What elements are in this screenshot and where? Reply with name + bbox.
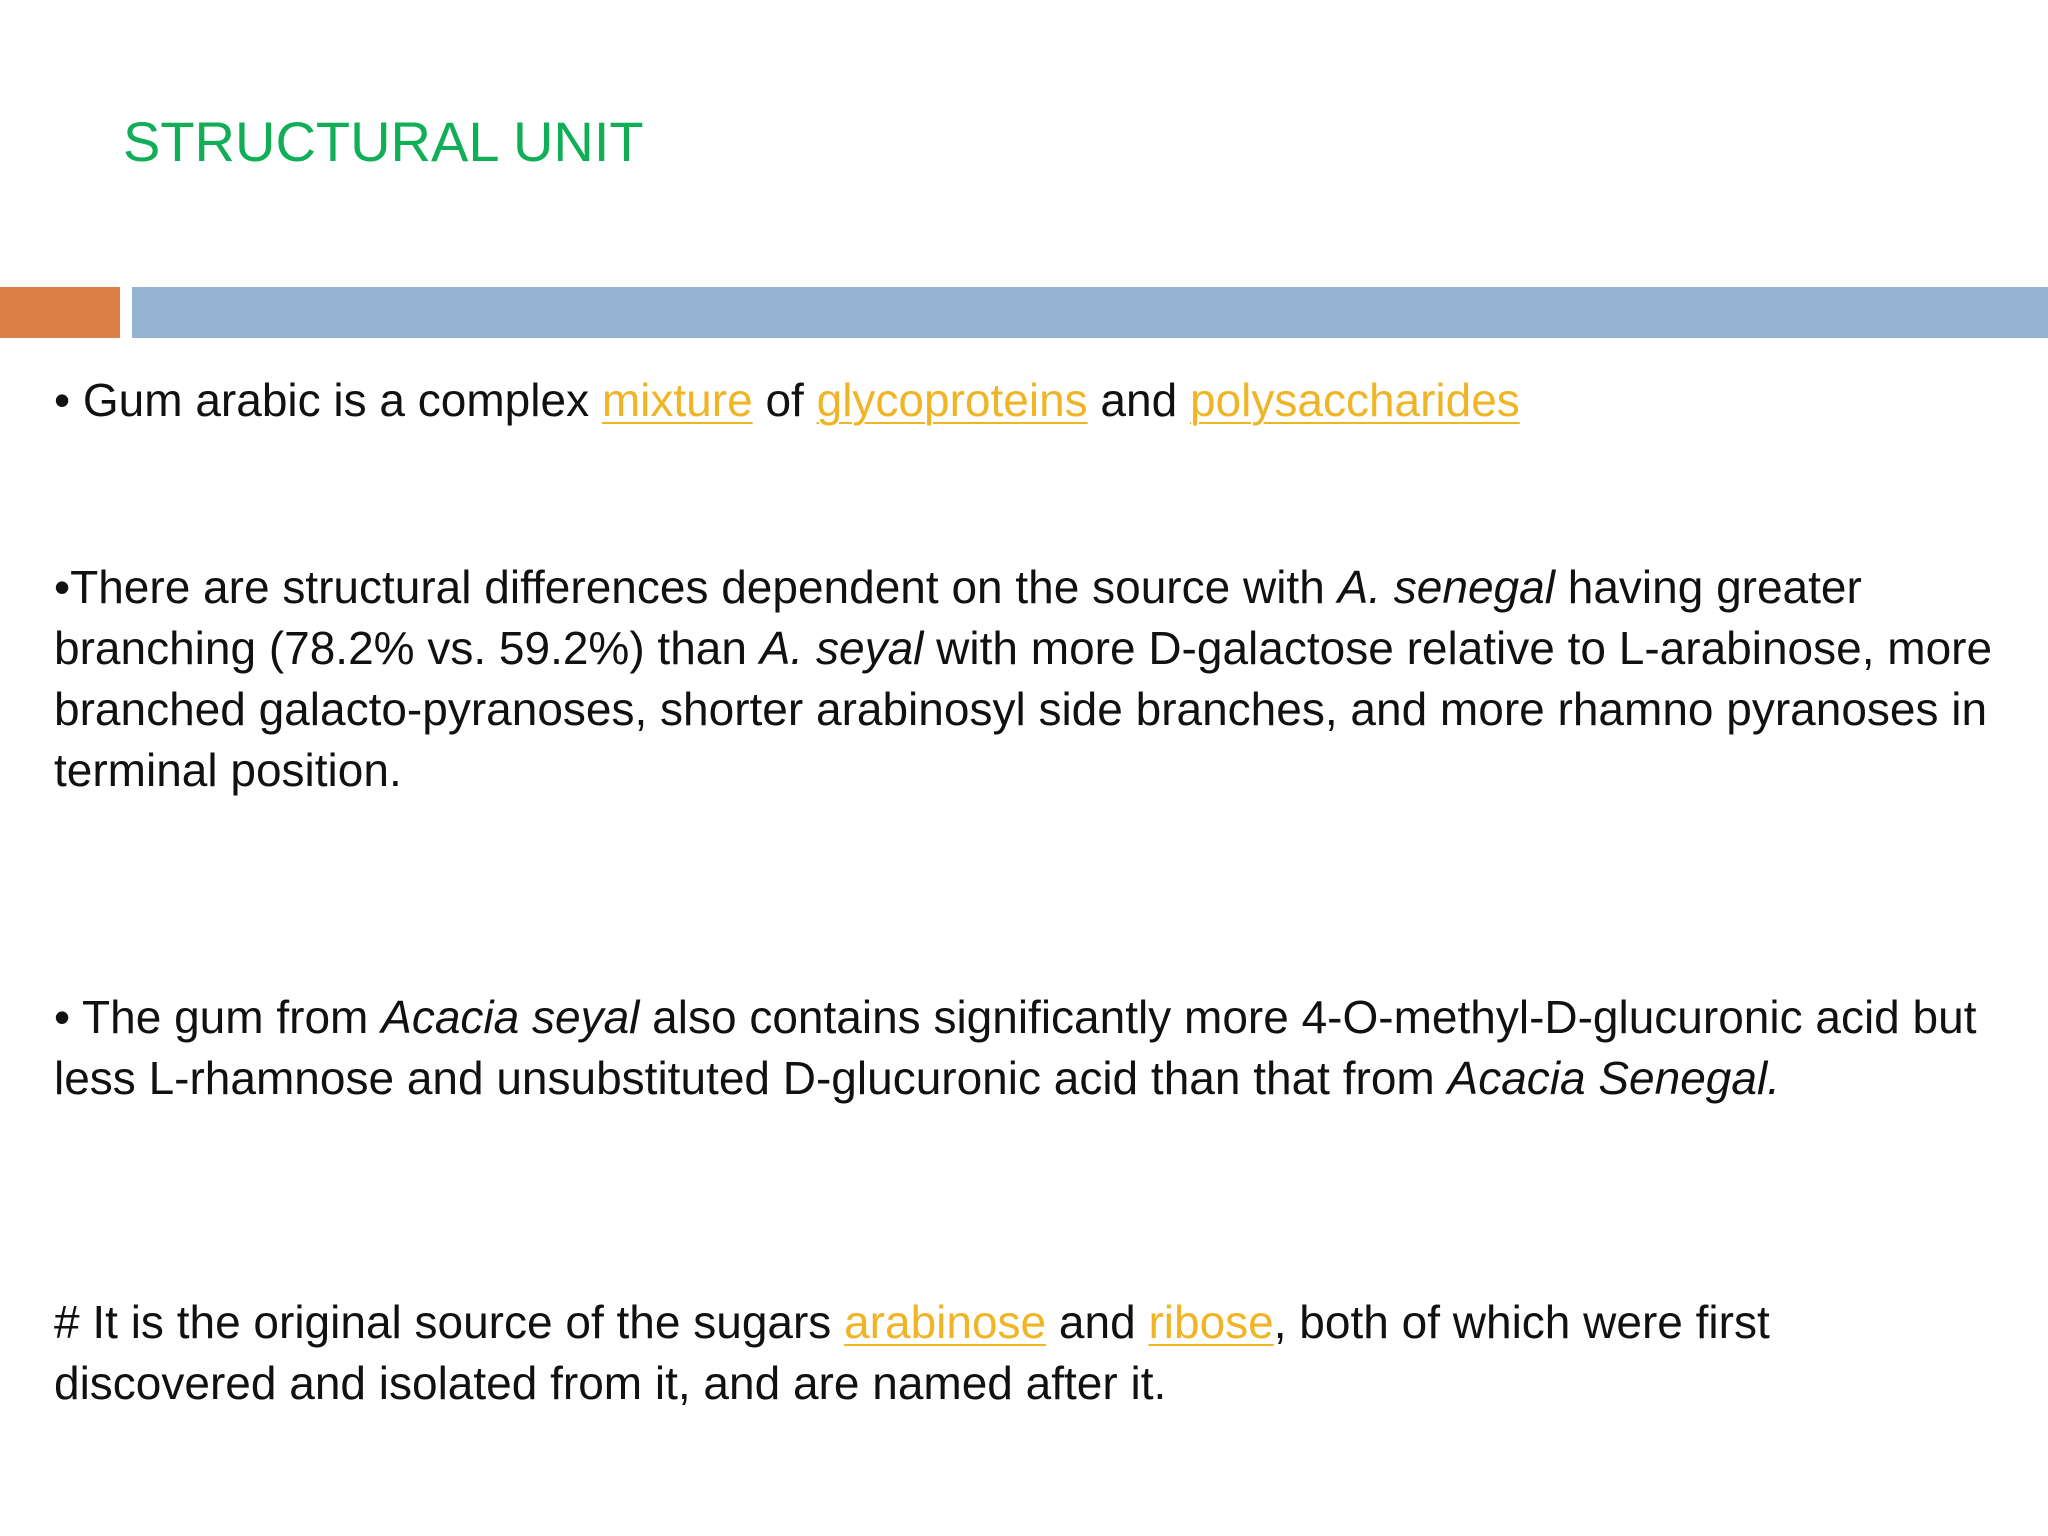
bullet-acacia-seyal [54,987,1994,1109]
bullet-text: • The gum from [54,991,382,1043]
bullet-text: also contains significantly more 4-O-methyl-D-glucuronic acid but less L-rhamnose and unsubstituted D-glucuronic acid than that from [54,991,1977,1104]
bullet-text: and [1046,1296,1149,1348]
bullet-text: •There are structural differences dependent on the source with [54,561,1338,613]
species-name: A. senegal [1337,561,1555,613]
accent-bar-orange [0,287,120,338]
link-polysaccharides[interactable]: polysaccharides [1189,374,1520,426]
bullet-text: of [752,374,817,426]
bullet-text: , both of which were first discovered and isolated from it, and are named after it. [54,1296,1770,1409]
accent-bar-blue [132,287,2048,338]
link-arabinose[interactable]: arabinose [844,1296,1047,1348]
bullet-text: # It is the original source of the sugars [54,1296,845,1348]
link-ribose[interactable]: ribose [1148,1296,1274,1348]
bullet-text: having greater branching (78.2% vs. 59.2%) than [54,561,1862,674]
bullet-text: • Gum arabic is a complex [54,374,602,426]
slide-title: STRUCTURAL UNIT [123,110,644,173]
bullet-original-source [54,1292,1994,1414]
species-name: Acacia Senegal. [1447,1052,1780,1104]
link-glycoproteins[interactable]: glycoproteins [816,374,1088,426]
species-name: A. seyal [759,622,924,674]
bullet-text: with more D-galactose relative to L-arabinose, more branched galacto-pyranoses, shorter arabinosyl side branches, and more rhamno pyranoses in terminal position. [54,622,1993,796]
species-name: Acacia seyal [381,991,640,1043]
bullet-gum-arabic-mixture [54,370,1994,431]
bullet-structural-differences [54,557,1994,801]
link-mixture[interactable]: mixture [601,374,753,426]
bullet-text: and [1087,374,1190,426]
